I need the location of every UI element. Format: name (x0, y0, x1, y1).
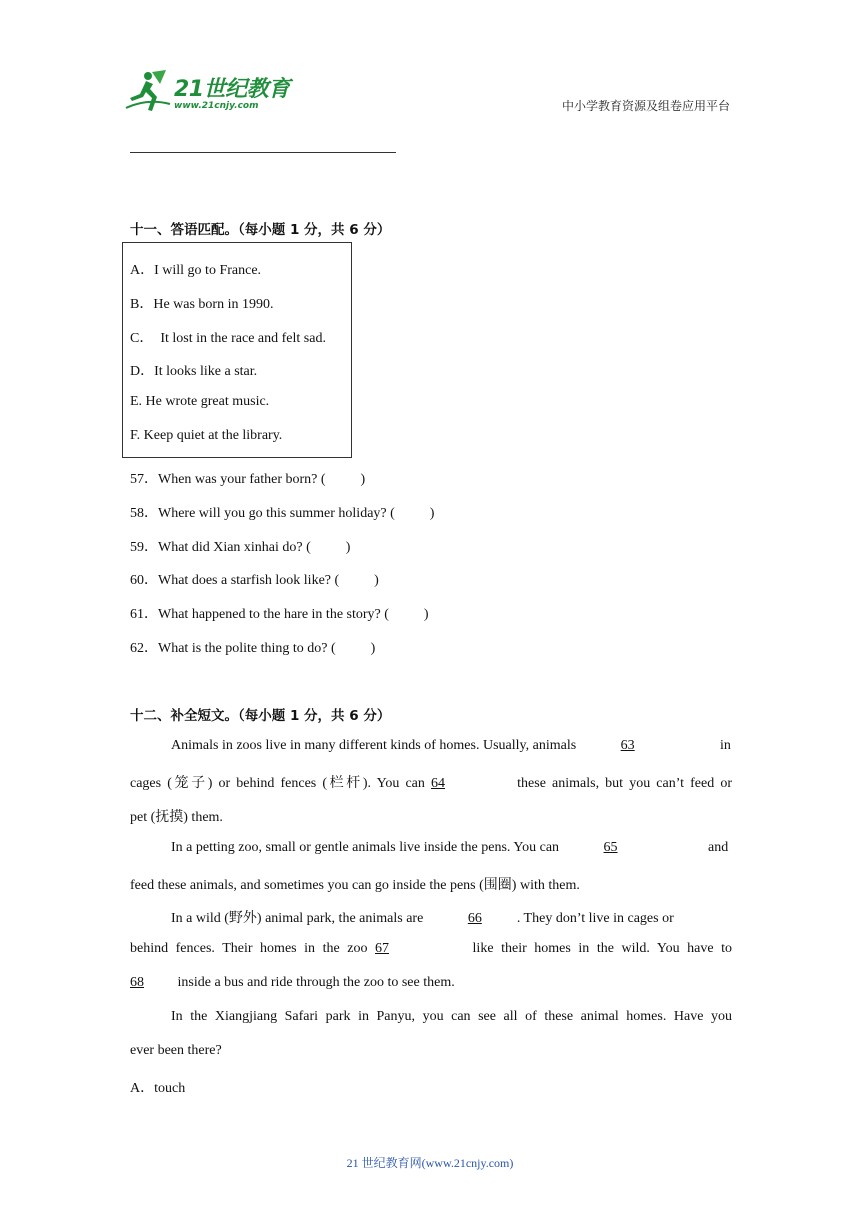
blank-67: 67 (375, 941, 389, 956)
answer-option-a: A．touch (130, 1081, 186, 1096)
option-b: B．He was born in 1990. (130, 297, 274, 312)
passage-line (130, 772, 732, 792)
option-a: A．I will go to France. (130, 263, 262, 278)
question-58: 58．Where will you go this summer holiday? ( ) (130, 506, 435, 521)
option-d: D．It looks like a star. (130, 364, 258, 379)
header-divider (130, 152, 396, 153)
passage-line (171, 907, 674, 927)
passage-text: . They don’t live in cages or (516, 911, 674, 926)
logo-url: www.21cnjy.com (174, 101, 259, 111)
footer-text: 21 世纪教育网(www.21cnjy.com) (346, 1156, 514, 1170)
passage-text: and (708, 840, 729, 855)
passage-text: these animals, but you can’t feed or (517, 776, 733, 791)
passage-line (130, 975, 455, 991)
option-e: E. He wrote great music. (130, 394, 270, 409)
passage-text: in (720, 738, 731, 753)
option-f: F. Keep quiet at the library. (130, 428, 283, 443)
question-61: 61．What happened to the hare in the story? ( ) (130, 607, 429, 622)
header-platform-name: 中小学教育资源及组卷应用平台 (561, 99, 730, 113)
logo-title: 21世纪教育 (174, 77, 290, 102)
passage-text: inside a bus and ride through the zoo to see them. (177, 975, 455, 990)
passage-text: ever been there? (130, 1043, 222, 1058)
blank-64: 64 (431, 776, 446, 791)
question-59: 59．What did Xian xinhai do? ( ) (130, 540, 351, 555)
blank-65: 65 (603, 840, 618, 855)
passage-text: cages (笼子) or behind fences (栏杆). You can (130, 776, 425, 791)
option-c: C． It lost in the race and felt sad. (130, 331, 326, 346)
passage-text: like their homes in the wild. You have to (472, 941, 732, 956)
passage-text: behind fences. Their homes in the zoo (130, 941, 368, 956)
section-12-title: 十二、补全短文。（每小题 1 分，共 6 分） (130, 708, 391, 724)
question-62: 62．What is the polite thing to do? ( ) (130, 641, 376, 656)
passage-line (171, 840, 653, 856)
runner-icon (122, 68, 172, 114)
passage-text: In a wild (野外) animal park, the animals are (171, 911, 424, 926)
passage-line (171, 738, 670, 754)
blank-63: 63 (620, 738, 635, 753)
blank-68: 68 (130, 975, 144, 990)
passage-text: In a petting zoo, small or gentle animals live inside the pens. You can (171, 840, 560, 855)
blank-66: 66 (467, 911, 482, 926)
passage-text: In the Xiangjiang Safari park in Panyu, you can see all of these animal homes. Have you (171, 1009, 732, 1024)
question-60: 60．What does a starfish look like? ( ) (130, 573, 379, 588)
passage-text: feed these animals, and sometimes you can go inside the pens (围圈) with them. (130, 878, 580, 893)
passage-line (130, 941, 732, 957)
passage-text: Animals in zoos live in many different kinds of homes. Usually, animals (171, 738, 577, 753)
question-57: 57．When was your father born? ( ) (130, 472, 366, 487)
section-11-title: 十一、答语匹配。（每小题 1 分，共 6 分） (130, 222, 391, 238)
site-logo (122, 68, 292, 118)
passage-text: pet (抚摸) them. (130, 810, 223, 825)
